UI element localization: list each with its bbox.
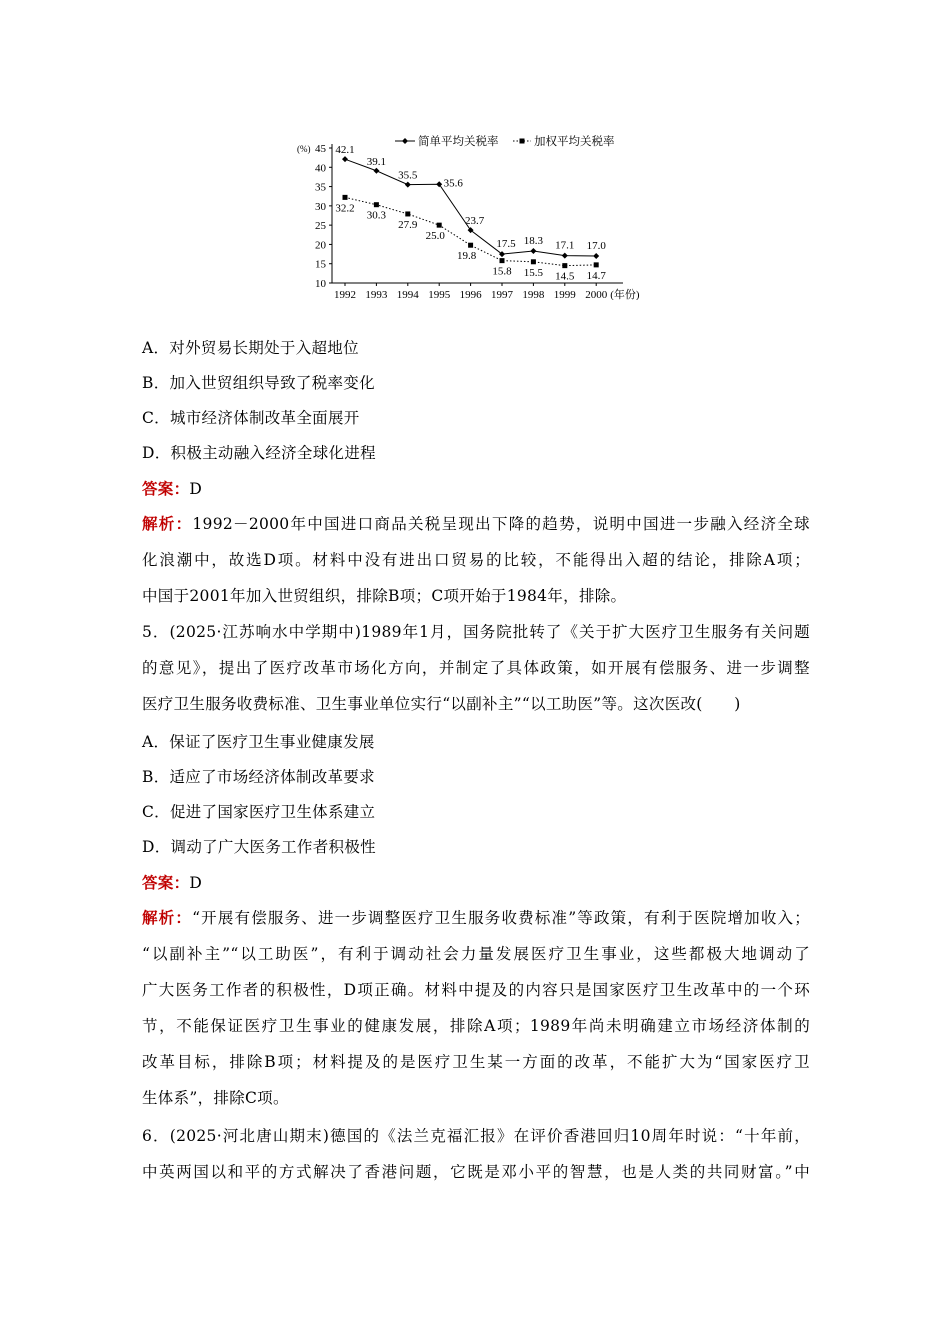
- legend-weighted-marker: [520, 139, 525, 144]
- analysis-text: “开展有偿服务、进一步调整医疗卫生服务收费标准”等政策，有利于医院增加收入；: [192, 909, 810, 927]
- legend-weighted-label: 加权平均关税率: [534, 136, 615, 148]
- answer-label: 答案：: [142, 479, 190, 498]
- weighted-point: [343, 195, 348, 200]
- weighted-point: [468, 243, 473, 248]
- y-tick-label: 40: [315, 162, 326, 175]
- simple-data-label: 17.1: [555, 239, 575, 252]
- simple-point: [562, 253, 568, 259]
- series: [335, 144, 606, 282]
- q6-stem-line-1: 6．(2025·河北唐山期末)德国的《法兰克福汇报》在评价香港回归10周年时说：“十年前，: [142, 1127, 810, 1145]
- simple-data-label: 35.6: [443, 177, 463, 190]
- weighted-data-label: 30.3: [366, 209, 387, 222]
- x-ticks: [334, 283, 640, 300]
- y-tick-label: 25: [315, 220, 326, 233]
- y-tick-label: 30: [315, 200, 326, 213]
- y-tick-label: 10: [315, 278, 326, 290]
- legend-simple-label: 简单平均关税率: [418, 136, 499, 148]
- q5-option-a: A．保证了医疗卫生事业健康发展: [142, 733, 375, 751]
- weighted-data-label: 15.5: [523, 266, 544, 279]
- y-unit-label: (%): [297, 144, 311, 154]
- simple-data-label: 35.5: [398, 169, 418, 182]
- weighted-data-label: 19.8: [456, 250, 477, 263]
- weighted-data-label: 14.7: [586, 269, 606, 282]
- simple-point: [436, 181, 442, 187]
- q5-answer: [142, 871, 202, 893]
- simple-data-label: 39.1: [366, 155, 387, 168]
- answer-value: D: [189, 874, 203, 892]
- x-tick-label: 2000: [585, 289, 608, 300]
- simple-point: [373, 168, 379, 174]
- y-tick-label: 45: [315, 143, 326, 155]
- x-tick-label: 1996: [459, 289, 482, 300]
- simple-point: [342, 156, 348, 162]
- weighted-point: [562, 263, 567, 268]
- weighted-point: [405, 211, 410, 216]
- q5-analysis-line-2: “以副补主”“以工助医”，有利于调动社会力量发展医疗卫生事业，这些都极大地调动了: [142, 945, 810, 963]
- q6-stem-line-2: 中英两国以和平的方式解决了香港问题，它既是邓小平的智慧，也是人类的共同财富。”中: [142, 1163, 810, 1181]
- q4-option-b: B．加入世贸组织导致了税率变化: [142, 374, 375, 392]
- q4-analysis-line-2: 化浪潮中，故选D项。材料中没有进出口贸易的比较，不能得出入超的结论，排除A项；: [142, 551, 810, 569]
- x-tick-label: 1993: [365, 289, 388, 300]
- legend: [395, 134, 615, 148]
- y-ticks: [315, 143, 332, 290]
- weighted-point: [374, 202, 379, 207]
- simple-data-label: 17.5: [496, 238, 516, 251]
- answer-value: D: [189, 480, 203, 498]
- x-tick-label: 1992: [334, 289, 356, 300]
- tariff-line-chart: [285, 128, 665, 300]
- simple-data-label: 42.1: [335, 144, 355, 157]
- q4-answer: [142, 477, 202, 499]
- weighted-point: [594, 262, 599, 267]
- q5-option-c: C．促进了国家医疗卫生体系建立: [142, 803, 376, 821]
- weighted-point: [531, 259, 536, 264]
- x-tick-label: 1999: [553, 289, 576, 300]
- weighted-data-label: 32.2: [335, 202, 355, 215]
- weighted-data-label: 14.5: [555, 270, 575, 283]
- simple-point: [530, 248, 536, 254]
- y-tick-label: 20: [315, 239, 326, 252]
- q4-option-d: D．积极主动融入经济全球化进程: [142, 444, 376, 462]
- x-unit-label: (年份): [610, 289, 640, 300]
- weighted-point: [500, 258, 505, 263]
- x-tick-label: 1998: [522, 289, 545, 300]
- q5-analysis-line-4: 节，不能保证医疗卫生事业的健康发展，排除A项；1989年尚未明确建立市场经济体制的: [142, 1017, 810, 1035]
- q4-option-c: C．城市经济体制改革全面展开: [142, 409, 360, 427]
- answer-label: 答案：: [142, 873, 190, 892]
- q5-analysis-line-5: 改革目标，排除B项；材料提及的是医疗卫生某一方面的改革，不能扩大为“国家医疗卫: [142, 1053, 810, 1071]
- simple-data-label: 23.7: [464, 215, 485, 228]
- q4-analysis-line-3: 中国于2001年加入世贸组织，排除B项；C项开始于1984年，排除。: [142, 587, 627, 605]
- x-tick-label: 1997: [491, 289, 513, 300]
- q5-option-b: B．适应了市场经济体制改革要求: [142, 768, 375, 786]
- simple-point: [593, 253, 599, 259]
- q5-stem-line-1: 5．(2025·江苏响水中学期中)1989年1月，国务院批转了《关于扩大医疗卫生服务有关问题: [142, 623, 810, 641]
- q5-option-d: D．调动了广大医务工作者积极性: [142, 838, 376, 856]
- analysis-label: 解析：: [142, 908, 193, 927]
- weighted-point: [437, 223, 442, 228]
- q4-option-a: A．对外贸易长期处于入超地位: [142, 339, 359, 357]
- x-tick-label: 1994: [396, 289, 419, 300]
- q5-analysis-line-6: 生体系”，排除C项。: [142, 1089, 289, 1107]
- simple-point: [405, 182, 411, 188]
- y-tick-label: 15: [315, 258, 326, 271]
- x-tick-label: 1995: [428, 289, 451, 300]
- legend-simple-marker: [402, 138, 408, 144]
- q5-analysis-line-1: [142, 906, 810, 928]
- weighted-data-label: 27.9: [398, 218, 418, 231]
- weighted-data-label: 15.8: [492, 265, 512, 278]
- q4-analysis-line-1: [142, 512, 810, 534]
- analysis-text: 1992－2000年中国进口商品关税呈现出下降的趋势，说明中国进一步融入经济全球: [192, 515, 810, 533]
- q5-analysis-line-3: 广大医务工作者的积极性，D项正确。材料中提及的内容只是国家医疗卫生改革中的一个环: [142, 981, 810, 999]
- simple-data-label: 18.3: [523, 234, 544, 247]
- q5-stem-line-3: 医疗卫生服务收费标准、卫生事业单位实行“以副补主”“以工助医”等。这次医改( ): [142, 695, 741, 713]
- q5-stem-line-2: 的意见》，提出了医疗改革市场化方向，并制定了具体政策，如开展有偿服务、进一步调整: [142, 659, 810, 677]
- simple-data-label: 17.0: [586, 240, 606, 252]
- analysis-label: 解析：: [142, 514, 193, 533]
- y-tick-label: 35: [315, 181, 326, 194]
- weighted-data-label: 25.0: [425, 230, 445, 243]
